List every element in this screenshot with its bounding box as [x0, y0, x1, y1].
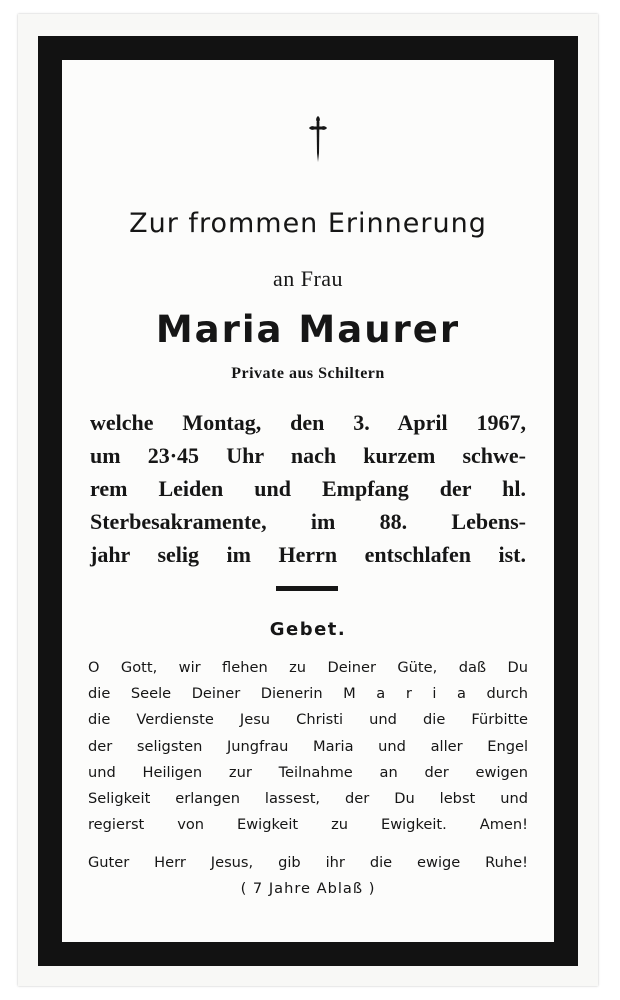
prayer-line: regierst von Ewigkeit zu Ewigkeit. Amen!: [88, 816, 528, 834]
closing-block: [88, 850, 528, 902]
prayer-line: O Gott, wir flehen zu Deiner Güte, daß Du: [88, 659, 528, 676]
mourning-border: [38, 36, 578, 966]
salutation: an Frau: [272, 266, 344, 291]
notice-line: jahr selig im Herrn entschlafen ist.: [90, 542, 526, 567]
closing-prayer: Guter Herr Jesus, gib ihr die ewige Ruhe!: [88, 854, 528, 871]
memorial-heading: Zur frommen Erinnerung: [129, 208, 487, 239]
occupation-origin: Private aus Schiltern: [231, 365, 385, 382]
prayer-line: Seligkeit erlangen lassest, der Du lebst und: [88, 790, 528, 808]
deceased-name: Maria Maurer: [155, 308, 461, 351]
indulgence-note: ( 7 Jahre Ablaß ): [240, 880, 376, 897]
prayer-title: Gebet.: [269, 619, 347, 640]
notice-line: rem Leiden und Empfang der hl.: [90, 476, 526, 501]
prayer-line: die Seele Deiner Dienerin M a r i a durch: [88, 685, 528, 703]
divider-rule: [276, 586, 338, 591]
notice-line: welche Montag, den 3. April 1967,: [90, 410, 526, 435]
death-notice-text: [90, 406, 526, 571]
notice-line: Sterbesakramente, im 88. Lebens-: [90, 509, 526, 534]
prayer-text: [88, 655, 528, 838]
notice-line: um 23·45 Uhr nach kurzem schwe-: [90, 443, 526, 468]
prayer-line: die Verdienste Jesu Christi und die Fürbitte: [88, 711, 528, 729]
prayer-line: und Heiligen zur Teilnahme an der ewigen: [88, 763, 528, 781]
card-content: [62, 60, 554, 942]
cross-icon: [308, 115, 328, 163]
prayer-line: der seligsten Jungfrau Maria und aller Engel: [88, 737, 528, 755]
